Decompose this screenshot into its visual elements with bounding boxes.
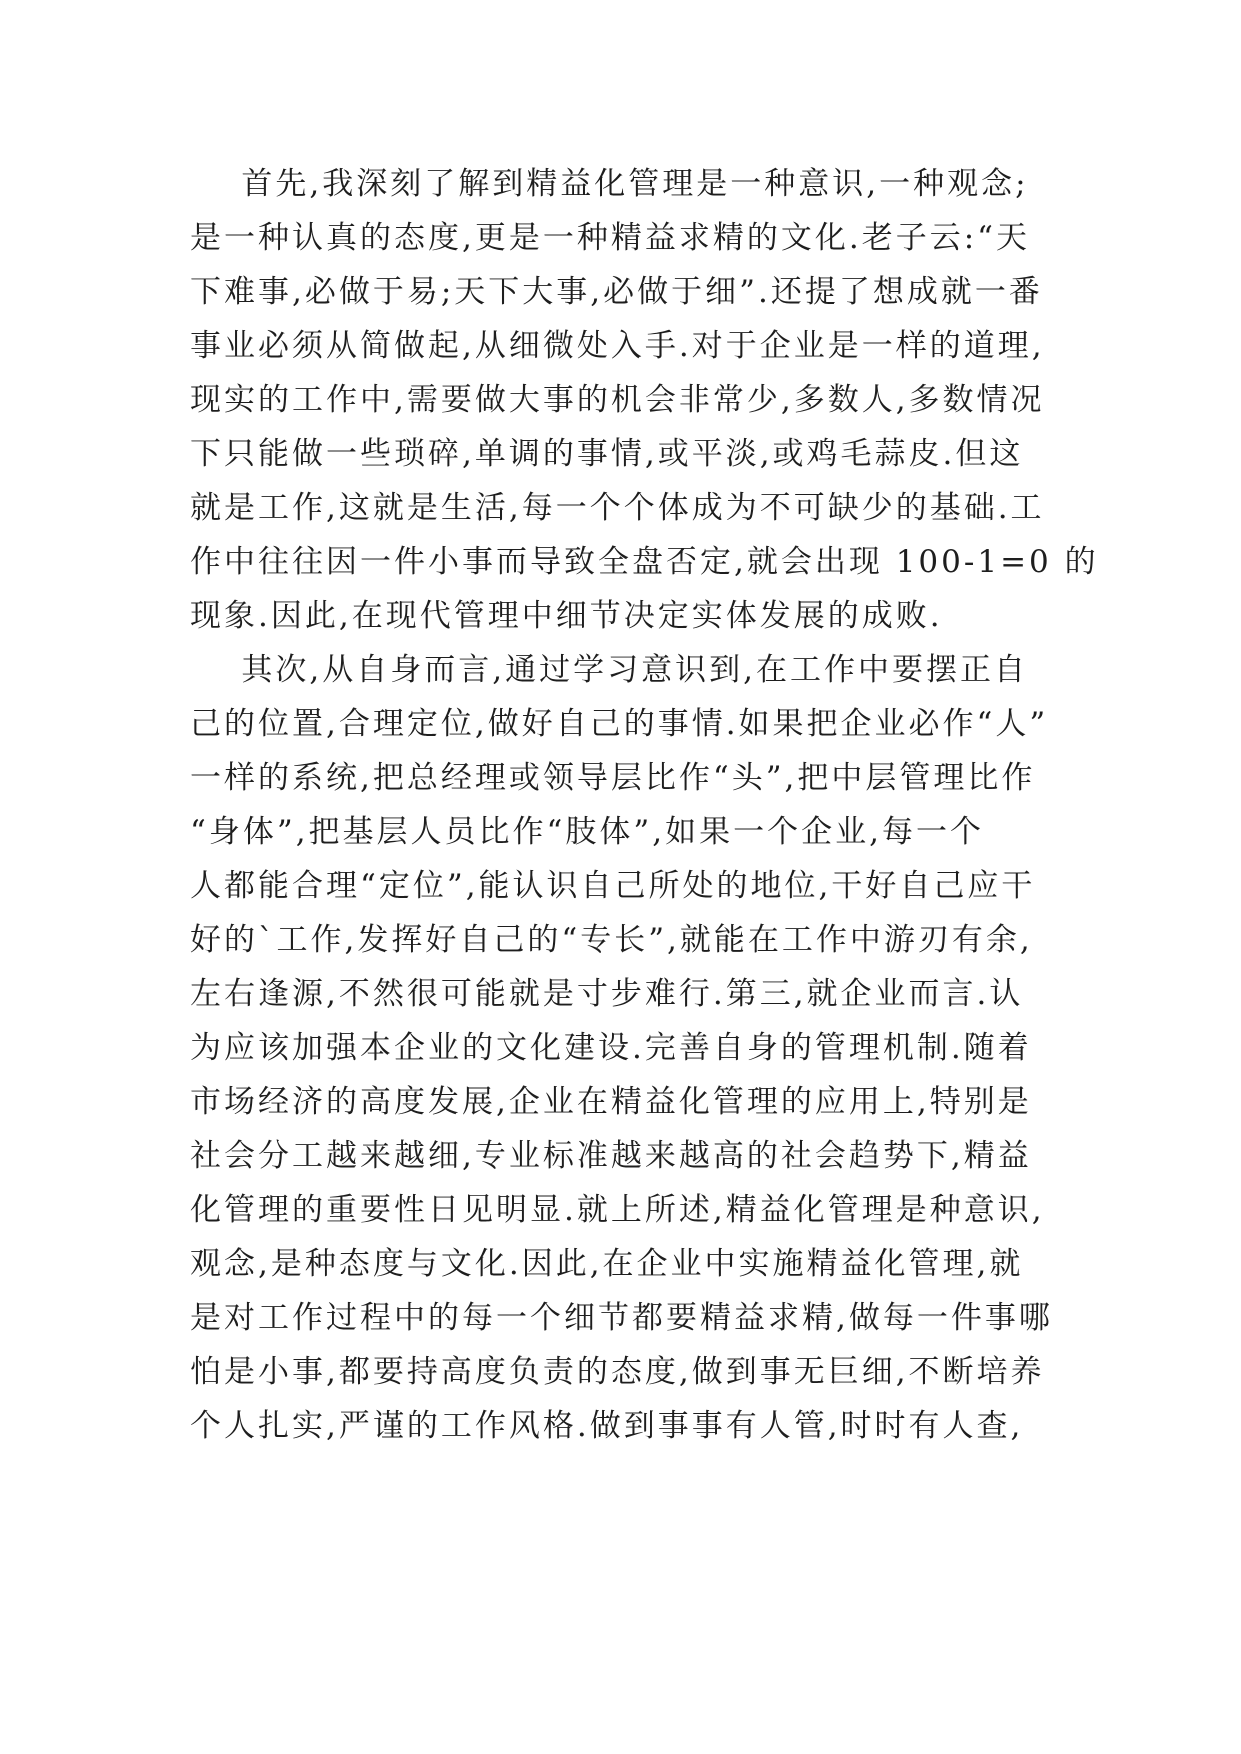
text-line: 一样的系统,把总经理或领导层比作“头”,把中层管理比作: [190, 760, 1036, 796]
text-line: 其次,从自身而言,通过学习意识到,在工作中要摆正自: [190, 652, 1028, 688]
text-line: 首先,我深刻了解到精益化管理是一种意识,一种观念;: [190, 166, 1029, 202]
text-line: 化管理的重要性日见明显.就上所述,精益化管理是种意识,: [190, 1192, 1045, 1228]
text-line: 观念,是种态度与文化.因此,在企业中实施精益化管理,就: [190, 1246, 1024, 1282]
text-line: 为应该加强本企业的文化建设.完善自身的管理机制.随着: [190, 1030, 1032, 1066]
text-line: 下难事,必做于易;天下大事,必做于细”.还提了想成就一番: [190, 274, 1043, 310]
text-line: 现实的工作中,需要做大事的机会非常少,多数人,多数情况: [190, 382, 1045, 418]
text-line: 怕是小事,都要持高度负责的态度,做到事无巨细,不断培养: [190, 1354, 1045, 1390]
text-line: 是一种认真的态度,更是一种精益求精的文化.老子云:“天: [190, 220, 1030, 256]
text-line: 个人扎实,严谨的工作风格.做到事事有人管,时时有人查,: [190, 1408, 1024, 1444]
text-line: 好的`工作,发挥好自己的“专长”,就能在工作中游刃有余,: [190, 922, 1033, 958]
text-line: 人都能合理“定位”,能认识自己所处的地位,干好自己应干: [190, 868, 1036, 904]
text-line: 己的位置,合理定位,做好自己的事情.如果把企业必作“人”: [190, 706, 1049, 742]
text-line: 社会分工越来越细,专业标准越来越高的社会趋势下,精益: [190, 1138, 1032, 1174]
text-line: 事业必须从简做起,从细微处入手.对于企业是一样的道理,: [190, 328, 1045, 364]
text-line: 就是工作,这就是生活,每一个个体成为不可缺少的基础.工: [190, 490, 1045, 526]
text-line: 现象.因此,在现代管理中细节决定实体发展的成败.: [190, 598, 943, 634]
text-line: 左右逢源,不然很可能就是寸步难行.第三,就企业而言.认: [190, 976, 1024, 1012]
body-text: [190, 160, 1099, 1456]
text-line: 市场经济的高度发展,企业在精益化管理的应用上,特别是: [190, 1084, 1032, 1120]
text-line: 下只能做一些琐碎,单调的事情,或平淡,或鸡毛蒜皮.但这: [190, 436, 1024, 472]
text-line: 作中往往因一件小事而导致全盘否定,就会出现 100-1=0 的: [190, 544, 1099, 580]
text-line: “身体”,把基层人员比作“肢体”,如果一个企业,每一个: [190, 814, 984, 850]
text-line: 是对工作过程中的每一个细节都要精益求精,做每一件事哪: [190, 1300, 1053, 1336]
